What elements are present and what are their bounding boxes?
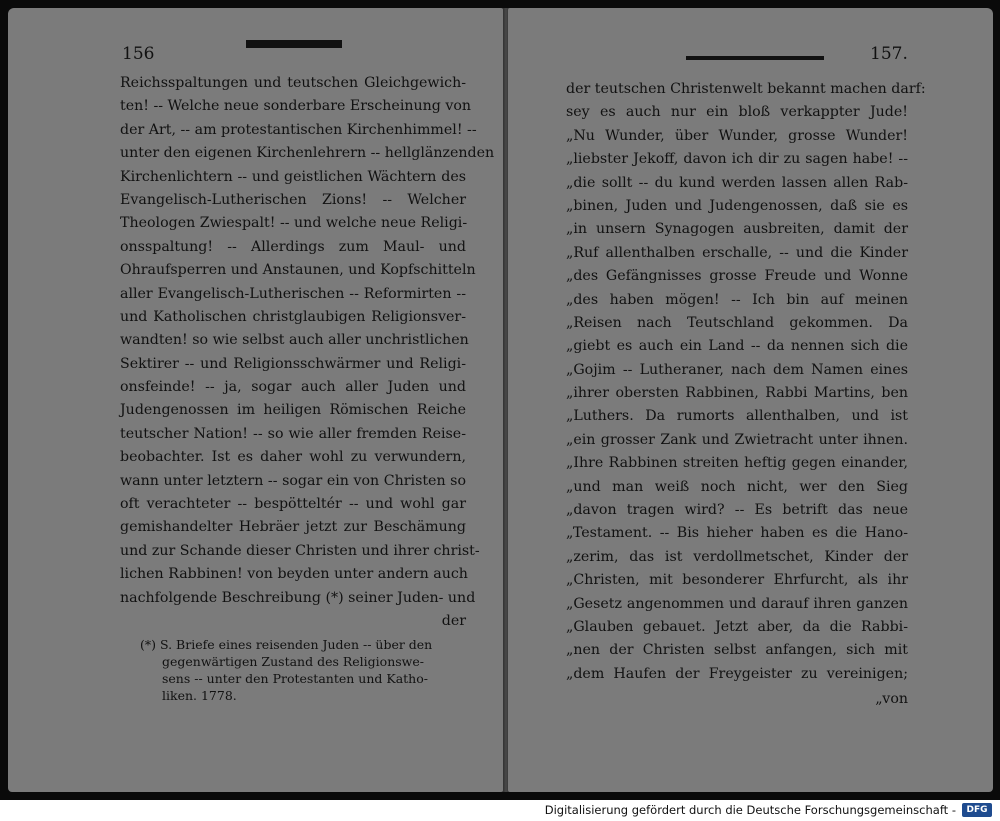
text-line: „Testament. -- Bis hieher haben es die Hano- xyxy=(566,525,908,542)
catchword-left: der xyxy=(441,613,466,629)
text-line: wann unter letztern -- sogar ein von Christen so xyxy=(120,472,466,489)
text-line: teutscher Nation! -- so wie aller fremden Reise- xyxy=(120,425,466,442)
text-line: „Ihre Rabbinen streiten heftig gegen einander, xyxy=(566,455,908,472)
text-line: aller Evangelisch-Lutherischen -- Reformirten -- xyxy=(120,285,466,302)
text-line: „Gesetz angenommen und darauf ihren ganzen xyxy=(566,595,908,612)
text-line: „dem Haufen der Freygeister zu vereinigen; xyxy=(566,665,908,682)
text-line: „die sollt -- du kund werden lassen allen Rab- xyxy=(566,174,908,191)
text-line: „des Gefängnisses grosse Freude und Wonne xyxy=(566,268,908,285)
right-page xyxy=(508,8,993,792)
header-rule-left xyxy=(246,40,342,48)
text-line: wandten! so wie selbst auch aller unchristlichen xyxy=(120,332,469,349)
text-line: „Reisen nach Teutschland gekommen. Da xyxy=(566,314,908,331)
footer-bar xyxy=(0,800,1000,821)
footnote xyxy=(140,636,470,704)
text-line: oft verachteter -- bespötteltér -- und wohl gar xyxy=(120,496,466,513)
text-line: gemishandelter Hebräer jetzt zur Beschämung xyxy=(120,519,466,536)
text-line: „liebster Jekoff, davon ich dir zu sagen habe! -- xyxy=(566,151,908,168)
text-line: „Christen, mit besonderer Ehrfurcht, als ihr xyxy=(566,572,908,589)
text-line: und Katholischen christglaubigen Religionsver- xyxy=(120,308,466,325)
text-line: der Art, -- am protestantischen Kirchenhimmel! -- xyxy=(120,121,477,138)
text-line: und zur Schande dieser Christen und ihrer christ- xyxy=(120,542,480,559)
text-line: nachfolgende Beschreibung (*) seiner Juden- und xyxy=(120,589,476,606)
text-line: sey es auch nur ein bloß verkappter Jude! xyxy=(566,104,908,121)
footnote-line: (*) S. Briefe eines reisenden Juden -- über den xyxy=(140,637,433,652)
text-line: „und man weiß noch nicht, wer den Sieg xyxy=(566,478,908,495)
text-line: „Glauben gebauet. Jetzt aber, da die Rabbi- xyxy=(566,618,908,635)
footnote-line: liken. 1778. xyxy=(162,688,237,703)
text-line: onsfeinde! -- ja, sogar auch aller Juden und xyxy=(120,379,466,396)
right-page-text xyxy=(566,78,926,686)
text-line: Theologen Zwiespalt! -- und welche neue Religi- xyxy=(120,215,468,232)
text-line: beobachter. Ist es daher wohl zu verwundern, xyxy=(120,449,466,466)
catchword-right: „von xyxy=(875,691,908,707)
text-line: lichen Rabbinen! von beyden unter andern auch xyxy=(120,566,468,583)
dfg-logo: DFG xyxy=(962,803,992,817)
page-number-left: 156 xyxy=(122,44,155,64)
text-line: Ohraufsperren und Anstaunen, und Kopfschitteln xyxy=(120,262,476,279)
footnote-line: gegenwärtigen Zustand des Religionswe- xyxy=(162,654,424,669)
text-line: Judengenossen im heiligen Römischen Reiche xyxy=(120,402,466,419)
funding-notice: Digitalisierung gefördert durch die Deutsche Forschungsgemeinschaft - xyxy=(544,803,956,817)
text-line: Sektirer -- und Religionsschwärmer und Religi- xyxy=(120,355,466,372)
left-page xyxy=(8,8,503,792)
text-line: der teutschen Christenwelt bekannt machen darf: xyxy=(566,81,926,97)
text-line: Evangelisch-Lutherischen Zions! -- Welcher xyxy=(120,191,466,208)
text-line: „Gojim -- Lutheraner, nach dem Namen eines xyxy=(566,361,908,378)
text-line: unter den eigenen Kirchenlehrern -- hellglänzenden xyxy=(120,145,495,162)
text-line: „zerim, das ist verdollmetschet, Kinder der xyxy=(566,548,908,565)
text-line: onsspaltung! -- Allerdings zum Maul- und xyxy=(120,238,466,255)
text-line: „in unsern Synagogen ausbreiten, damit der xyxy=(566,221,908,238)
text-line: „Luthers. Da rumorts allenthalben, und ist xyxy=(566,408,908,425)
text-line: „binen, Juden und Judengenossen, daß sie es xyxy=(566,197,908,214)
text-line: „nen der Christen selbst anfangen, sich mit xyxy=(566,642,908,659)
text-line: Reichsspaltungen und teutschen Gleichgewich- xyxy=(120,75,466,91)
text-line: „Ruf allenthalben erschalle, -- und die Kinder xyxy=(566,244,908,261)
page-number-right: 157. xyxy=(870,44,908,64)
left-page-text xyxy=(120,72,495,610)
text-line: „des haben mögen! -- Ich bin auf meinen xyxy=(566,291,908,308)
footnote-line: sens -- unter den Protestanten und Katho- xyxy=(162,671,428,686)
text-line: „davon tragen wird? -- Es betrift das neue xyxy=(566,502,908,519)
header-rule-right xyxy=(686,56,824,60)
text-line: Kirchenlichtern -- und geistlichen Wächtern des xyxy=(120,168,466,185)
text-line: „giebt es auch ein Land -- da nennen sich die xyxy=(566,338,908,355)
text-line: „ein grosser Zank und Zwietracht unter ihnen. xyxy=(566,431,908,448)
text-line: „ihrer obersten Rabbinen, Rabbi Martins, ben xyxy=(566,385,908,402)
text-line: „Nu Wunder, über Wunder, grosse Wunder! xyxy=(566,127,908,144)
text-line: ten! -- Welche neue sonderbare Erscheinung von xyxy=(120,98,472,115)
